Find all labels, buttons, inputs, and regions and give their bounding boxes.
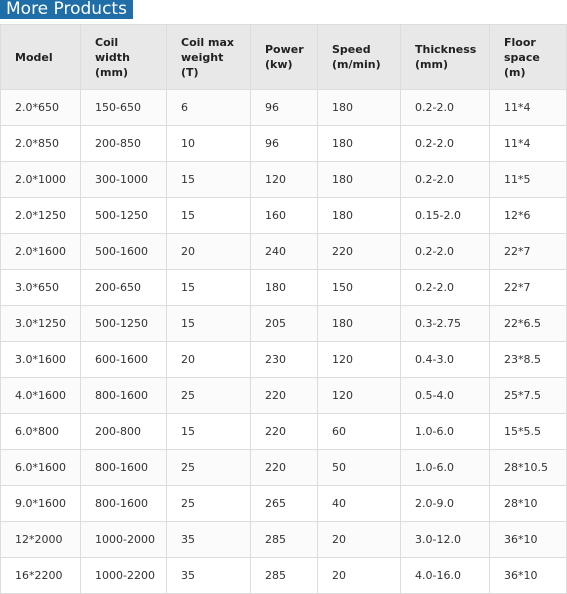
- cell-floor-space: 12*6: [490, 198, 567, 234]
- cell-thickness: 0.2-2.0: [401, 126, 490, 162]
- table-row: [1, 558, 567, 594]
- cell-speed: 60: [318, 414, 401, 450]
- header-coil-max-weight-line: Coil max: [181, 35, 234, 49]
- cell-coil-width: 800-1600: [81, 486, 167, 522]
- cell-speed: 180: [318, 162, 401, 198]
- cell-thickness: 4.0-16.0: [401, 558, 490, 594]
- cell-floor-space: 25*7.5: [490, 378, 567, 414]
- cell-coil-max-weight: 15: [167, 198, 251, 234]
- table-row: [1, 306, 567, 342]
- table-row: [1, 198, 567, 234]
- cell-thickness: 2.0-9.0: [401, 486, 490, 522]
- header-power: [251, 25, 318, 90]
- cell-coil-width: 1000-2200: [81, 558, 167, 594]
- cell-power: 180: [251, 270, 318, 306]
- header-model-line: Model: [15, 50, 53, 64]
- header-thickness-line: (mm): [415, 58, 448, 71]
- table-row: [1, 486, 567, 522]
- cell-coil-width: 200-650: [81, 270, 167, 306]
- cell-thickness: 3.0-12.0: [401, 522, 490, 558]
- table-row: [1, 414, 567, 450]
- cell-model: 6.0*1600: [1, 450, 81, 486]
- cell-coil-width: 800-1600: [81, 450, 167, 486]
- cell-model: 3.0*1250: [1, 306, 81, 342]
- cell-coil-max-weight: 15: [167, 270, 251, 306]
- cell-power: 220: [251, 414, 318, 450]
- cell-speed: 20: [318, 522, 401, 558]
- cell-power: 120: [251, 162, 318, 198]
- cell-coil-width: 500-1600: [81, 234, 167, 270]
- cell-floor-space: 28*10.5: [490, 450, 567, 486]
- cell-floor-space: 11*4: [490, 126, 567, 162]
- cell-coil-width: 800-1600: [81, 378, 167, 414]
- banner-title: More Products: [6, 0, 127, 19]
- cell-coil-max-weight: 25: [167, 486, 251, 522]
- cell-coil-max-weight: 20: [167, 234, 251, 270]
- cell-power: 230: [251, 342, 318, 378]
- table-row: [1, 90, 567, 126]
- cell-floor-space: 28*10: [490, 486, 567, 522]
- header-floor-space-line: space: [504, 50, 540, 64]
- cell-speed: 50: [318, 450, 401, 486]
- cell-thickness: 1.0-6.0: [401, 414, 490, 450]
- cell-coil-width: 1000-2000: [81, 522, 167, 558]
- header-row: [1, 25, 567, 90]
- more-products-banner: [0, 0, 133, 19]
- header-coil-width-line: Coil: [95, 35, 119, 49]
- cell-model: 16*2200: [1, 558, 81, 594]
- cell-model: 4.0*1600: [1, 378, 81, 414]
- header-coil-max-weight-line: weight: [181, 50, 224, 64]
- header-power-line: Power: [265, 43, 304, 56]
- cell-power: 160: [251, 198, 318, 234]
- cell-coil-max-weight: 15: [167, 162, 251, 198]
- header-coil-width-line: (mm): [95, 65, 128, 79]
- cell-speed: 220: [318, 234, 401, 270]
- cell-speed: 180: [318, 90, 401, 126]
- header-power-line: (kw): [265, 58, 293, 71]
- cell-coil-max-weight: 25: [167, 378, 251, 414]
- table-row: [1, 126, 567, 162]
- cell-floor-space: 23*8.5: [490, 342, 567, 378]
- cell-speed: 20: [318, 558, 401, 594]
- cell-power: 240: [251, 234, 318, 270]
- cell-coil-width: 500-1250: [81, 306, 167, 342]
- header-floor-space-line: Floor: [504, 35, 536, 49]
- cell-model: 2.0*1250: [1, 198, 81, 234]
- cell-speed: 180: [318, 198, 401, 234]
- cell-model: 3.0*650: [1, 270, 81, 306]
- cell-coil-max-weight: 10: [167, 126, 251, 162]
- header-thickness-line: Thickness: [415, 43, 477, 56]
- cell-model: 2.0*1000: [1, 162, 81, 198]
- cell-speed: 120: [318, 342, 401, 378]
- cell-coil-max-weight: 35: [167, 558, 251, 594]
- cell-floor-space: 22*7: [490, 270, 567, 306]
- cell-coil-max-weight: 6: [167, 90, 251, 126]
- cell-model: 3.0*1600: [1, 342, 81, 378]
- cell-model: 2.0*650: [1, 90, 81, 126]
- header-thickness: [401, 25, 490, 90]
- cell-thickness: 0.3-2.75: [401, 306, 490, 342]
- cell-coil-max-weight: 15: [167, 414, 251, 450]
- cell-thickness: 0.4-3.0: [401, 342, 490, 378]
- cell-coil-width: 300-1000: [81, 162, 167, 198]
- cell-coil-max-weight: 20: [167, 342, 251, 378]
- cell-model: 6.0*800: [1, 414, 81, 450]
- cell-model: 9.0*1600: [1, 486, 81, 522]
- cell-thickness: 0.2-2.0: [401, 234, 490, 270]
- cell-thickness: 0.2-2.0: [401, 270, 490, 306]
- cell-floor-space: 22*7: [490, 234, 567, 270]
- cell-speed: 40: [318, 486, 401, 522]
- cell-model: 12*2000: [1, 522, 81, 558]
- cell-coil-width: 500-1250: [81, 198, 167, 234]
- cell-coil-max-weight: 15: [167, 306, 251, 342]
- header-coil-width-line: width: [95, 50, 130, 64]
- cell-coil-max-weight: 25: [167, 450, 251, 486]
- table-row: [1, 342, 567, 378]
- cell-power: 220: [251, 378, 318, 414]
- table-row: [1, 450, 567, 486]
- cell-speed: 120: [318, 378, 401, 414]
- cell-floor-space: 36*10: [490, 558, 567, 594]
- cell-speed: 150: [318, 270, 401, 306]
- cell-power: 205: [251, 306, 318, 342]
- header-floor-space: [490, 25, 567, 90]
- cell-model: 2.0*1600: [1, 234, 81, 270]
- header-coil-max-weight: [167, 25, 251, 90]
- cell-coil-width: 200-800: [81, 414, 167, 450]
- cell-coil-max-weight: 35: [167, 522, 251, 558]
- cell-power: 220: [251, 450, 318, 486]
- cell-power: 285: [251, 522, 318, 558]
- cell-power: 96: [251, 90, 318, 126]
- header-model: [1, 25, 81, 90]
- cell-power: 265: [251, 486, 318, 522]
- table-row: [1, 522, 567, 558]
- cell-floor-space: 11*5: [490, 162, 567, 198]
- cell-thickness: 0.2-2.0: [401, 162, 490, 198]
- cell-floor-space: 11*4: [490, 90, 567, 126]
- cell-floor-space: 22*6.5: [490, 306, 567, 342]
- product-spec-table: [0, 24, 567, 594]
- cell-coil-width: 150-650: [81, 90, 167, 126]
- cell-coil-width: 600-1600: [81, 342, 167, 378]
- header-speed-line: Speed: [332, 43, 371, 56]
- cell-thickness: 0.15-2.0: [401, 198, 490, 234]
- header-speed: [318, 25, 401, 90]
- table-row: [1, 162, 567, 198]
- table-row: [1, 270, 567, 306]
- cell-model: 2.0*850: [1, 126, 81, 162]
- table-row: [1, 234, 567, 270]
- cell-thickness: 0.2-2.0: [401, 90, 490, 126]
- cell-thickness: 0.5-4.0: [401, 378, 490, 414]
- table-body: [1, 90, 567, 594]
- cell-floor-space: 15*5.5: [490, 414, 567, 450]
- header-floor-space-line: (m): [504, 65, 526, 79]
- header-coil-max-weight-line: (T): [181, 65, 199, 79]
- cell-thickness: 1.0-6.0: [401, 450, 490, 486]
- cell-speed: 180: [318, 126, 401, 162]
- cell-power: 285: [251, 558, 318, 594]
- cell-power: 96: [251, 126, 318, 162]
- cell-floor-space: 36*10: [490, 522, 567, 558]
- table-row: [1, 378, 567, 414]
- header-speed-line: (m/min): [332, 58, 381, 71]
- header-coil-width: [81, 25, 167, 90]
- cell-coil-width: 200-850: [81, 126, 167, 162]
- cell-speed: 180: [318, 306, 401, 342]
